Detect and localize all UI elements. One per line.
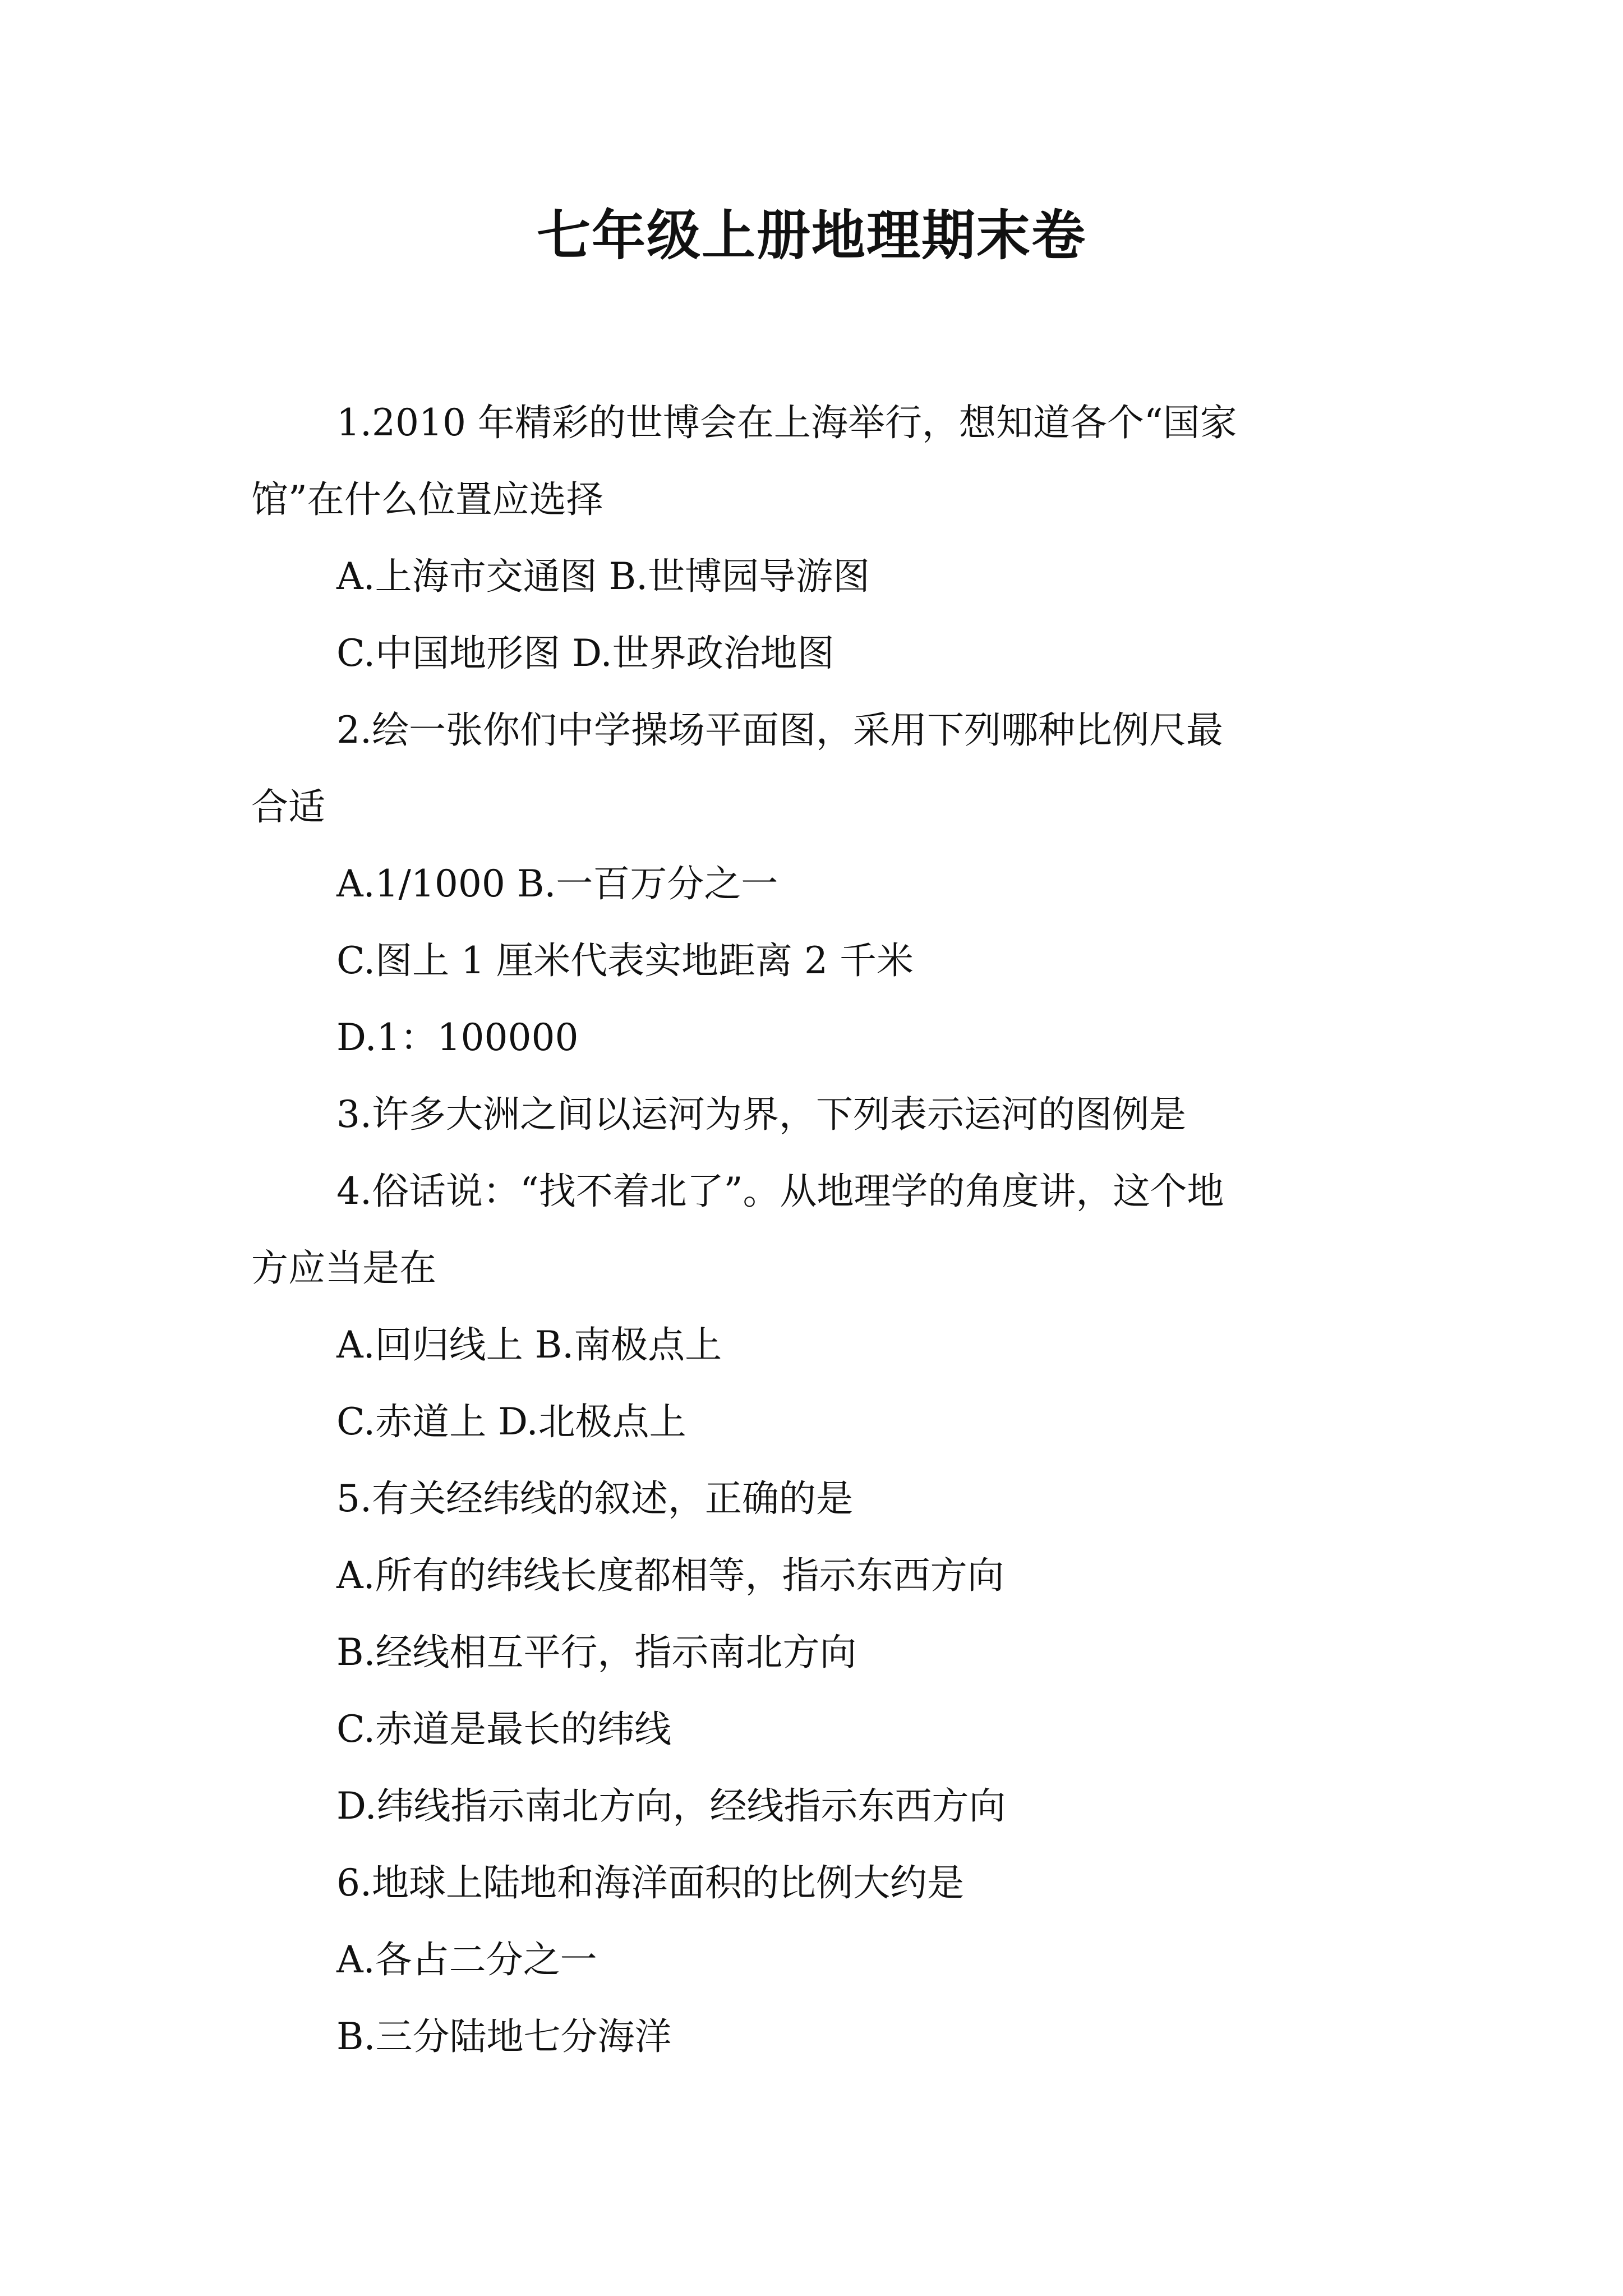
text-line: B.经线相互平行，指示南北方向 bbox=[336, 1631, 857, 1674]
text-line: 6.地球上陆地和海洋面积的比例大约是 bbox=[336, 1861, 964, 1904]
text-line: C.中国地形图 D.世界政治地图 bbox=[336, 632, 834, 675]
text-line: A.各占二分之一 bbox=[336, 1938, 597, 1981]
text-line: 1.2010 年精彩的世博会在上海举行，想知道各个“国家 bbox=[336, 401, 1237, 444]
text-line: 方应当是在 bbox=[251, 1246, 436, 1290]
text-line: A.1/1000 B.一百万分之一 bbox=[336, 862, 778, 905]
text-line: 合适 bbox=[251, 785, 325, 829]
text-line: A.所有的纬线长度都相等，指示东西方向 bbox=[336, 1554, 1004, 1597]
text-line: 5.有关经纬线的叙述，正确的是 bbox=[336, 1477, 853, 1520]
text-line: 馆”在什么位置应选择 bbox=[251, 478, 603, 521]
text-line: D.1：100000 bbox=[336, 1016, 579, 1059]
text-line: 3.许多大洲之间以运河为界，下列表示运河的图例是 bbox=[336, 1093, 1186, 1136]
text-line: 2.绘一张你们中学操场平面图，采用下列哪种比例尺最 bbox=[336, 708, 1223, 752]
text-line: C.赤道上 D.北极点上 bbox=[336, 1400, 686, 1443]
text-line: A.回归线上 B.南极点上 bbox=[336, 1323, 722, 1366]
text-line: A.上海市交通图 B.世博园导游图 bbox=[336, 555, 870, 598]
page-title: 七年级上册地理期末卷 bbox=[537, 204, 1086, 267]
text-line: B.三分陆地七分海洋 bbox=[336, 2015, 672, 2058]
document-body bbox=[251, 384, 1401, 2075]
text-line: C.赤道是最长的纬线 bbox=[336, 1708, 672, 1751]
text-line: D.纬线指示南北方向，经线指示东西方向 bbox=[336, 1784, 1006, 1828]
text-line: C.图上 1 厘米代表实地距离 2 千米 bbox=[336, 939, 914, 982]
text-line: 4.俗话说：“找不着北了”。从地理学的角度讲，这个地 bbox=[336, 1170, 1224, 1213]
